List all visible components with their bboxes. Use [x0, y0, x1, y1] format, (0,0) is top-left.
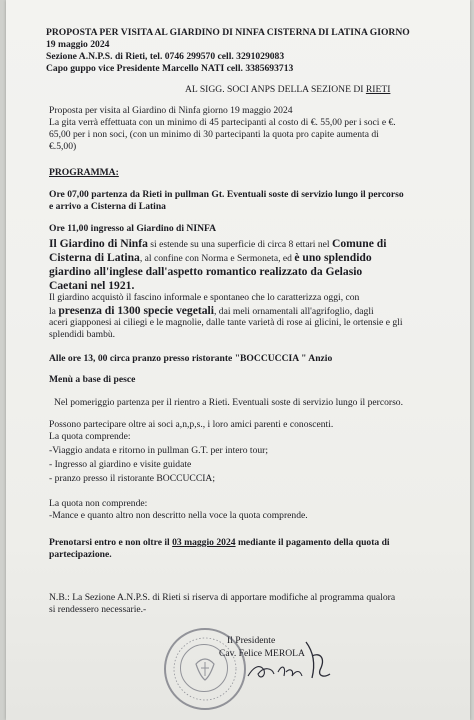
ninfa-line-6: la presenza di 1300 specie vegetali, dai meli ornamentali all'agrifoglio, dagli — [49, 304, 374, 317]
ninfa-line-3: giardino all'inglese dall'aspetto romantico realizzato da Gelasio — [49, 265, 363, 278]
header-title: PROPOSTA PER VISITA AL GIARDINO DI NINFA CISTERNA DI LATINA GIORNO — [46, 27, 410, 38]
document-page — [6, 0, 470, 720]
booking-line-1: Prenotarsi entro e non oltre il 03 maggio 2024 mediante il pagamento della quota di — [49, 537, 390, 548]
quota-item-bus: -Viaggio andata e ritorno in pullman G.T. per intero tour; — [49, 445, 269, 456]
handwritten-signature — [220, 636, 340, 686]
header-group-leader: Capo guppo vice Presidente Marcello NATI cell. 3385693713 — [46, 63, 294, 74]
ninfa-line-1: Il Giardino di Ninfa si estende su una superficie di circa 8 ettari nel Comune di — [49, 237, 387, 250]
menu-line: Menù a base di pesce — [49, 374, 136, 385]
ninfa-line-7: aceri giapponesi ai ciliegi e le magnolie, dalle tante varietà di rose ai glicini, le ortensie e gli — [49, 317, 403, 328]
schedule-entrance: Ore 11,00 ingresso al Giardino di NINFA — [49, 223, 217, 234]
recipients-line: AL SIGG. SOCI ANPS DELLA SEZIONE DI RIETI — [185, 84, 391, 95]
intro-line-2: La gita verrà effettuata con un minimo di 45 partecipanti al costo di €. 55,00 per i soci e €. — [49, 117, 396, 128]
header-contacts: Sezione A.N.P.S. di Rieti, tel. 0746 299570 cell. 3291029083 — [46, 51, 285, 62]
afternoon-line: Nel pomeriggio partenza per il rientro a Rieti. Eventuali soste di servizio lungo il percorso. — [54, 397, 404, 408]
quota-excludes-item: -Mance e quanto altro non descritto nella voce la quota comprende. — [49, 510, 308, 521]
quota-excludes-heading: La quota non comprende: — [49, 498, 148, 509]
schedule-departure: Ore 07,00 partenza da Rieti in pullman Gt. Eventuali soste di servizio lungo il percorso — [49, 189, 404, 200]
ninfa-line-4: Caetani nel 1921. — [49, 279, 135, 292]
signature-role: Il Presidente — [227, 635, 276, 646]
quota-includes-heading: La quota comprende: — [49, 431, 131, 442]
quota-item-lunch: - pranzo presso il ristorante BOCCUCCIA; — [49, 473, 216, 484]
intro-line-3: 65,00 per i non soci, (con un minimo di 30 partecipanti la quota pro capite aumenta di — [49, 129, 379, 140]
lunch-line: Alle ore 13, 00 circa pranzo presso ristorante "BOCCUCCIA " Anzio — [49, 353, 333, 364]
signature-name: Cav. Felice MEROLA — [219, 648, 305, 659]
ninfa-line-8: splendidi bambù. — [49, 329, 116, 340]
schedule-arrival: e arrivo a Cisterna di Latina — [49, 201, 166, 212]
ninfa-line-2: Cisterna di Latina, al confine con Norma e Sermoneta, ed è uno splendido — [49, 251, 372, 264]
programma-heading: PROGRAMMA: — [49, 167, 119, 178]
header-date: 19 maggio 2024 — [46, 39, 110, 50]
quota-item-entrance: - Ingresso al giardino e visite guidate — [49, 459, 192, 470]
intro-line-4: €.5,00) — [49, 141, 77, 152]
booking-line-2: partecipazione. — [49, 549, 112, 560]
nb-line-1: N.B.: La Sezione A.N.P.S. di Rieti si riserva di apportare modifiche al programma qualora — [49, 592, 396, 603]
intro-line-1: Proposta per visita al Giardino di Ninfa giorno 19 maggio 2024 — [49, 105, 293, 116]
participants-line: Possono partecipare oltre ai soci a,n,p,s., i loro amici parenti e conoscenti. — [49, 419, 334, 430]
nb-line-2: si rendessero necessarie.- — [49, 604, 147, 615]
ninfa-line-5: Il giardino acquistò il fascino informale e spontaneo che lo caratterizza oggi, con — [49, 292, 360, 303]
